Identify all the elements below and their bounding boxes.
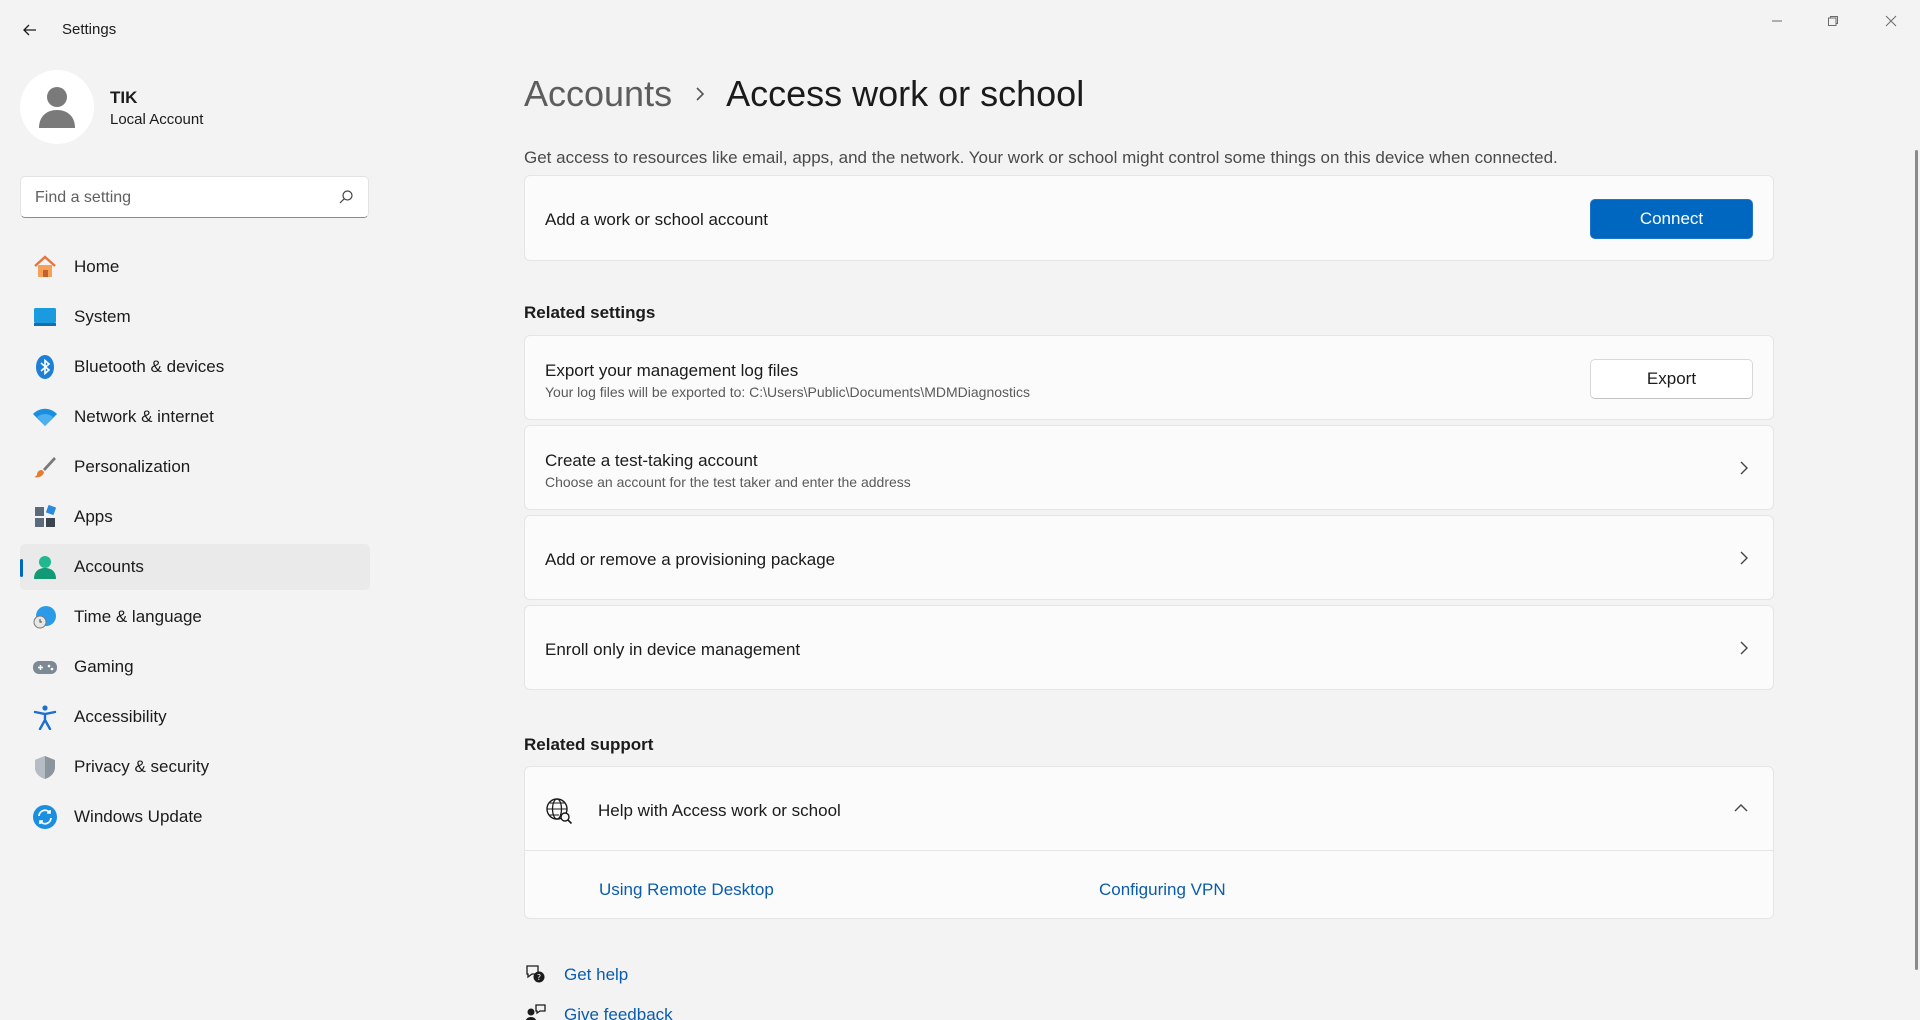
profile-name: TIK [110, 88, 138, 107]
home-icon [32, 254, 58, 280]
test-account-title: Create a test-taking account [545, 451, 758, 470]
restore-button[interactable] [1810, 6, 1856, 36]
sidebar-item-system[interactable] [20, 294, 370, 340]
sidebar-item-label: Accounts [74, 557, 144, 576]
export-logs-subtitle: Your log files will be exported to: C:\Users\Public\Documents\MDMDiagnostics [545, 384, 1031, 400]
search-input[interactable] [35, 187, 325, 209]
export-logs-title: Export your management log files [545, 361, 799, 380]
system-icon [32, 304, 58, 330]
configuring-vpn-link[interactable]: Configuring VPN [1099, 880, 1226, 899]
globe-search-icon [545, 797, 573, 825]
sidebar-item-windows-update[interactable] [20, 794, 370, 840]
chevron-right-icon [694, 86, 706, 102]
sidebar-item-privacy-security[interactable] [20, 744, 370, 790]
sidebar-item-label: System [74, 307, 131, 326]
sidebar-item-home[interactable] [20, 244, 370, 290]
add-account-label: Add a work or school account [545, 210, 769, 229]
sidebar-item-network[interactable] [20, 394, 370, 440]
sidebar-item-gaming[interactable] [20, 644, 370, 690]
avatar [20, 70, 94, 144]
help-expander-header[interactable] [525, 767, 1773, 851]
related-support-heading: Related support [524, 735, 654, 754]
enroll-device-management-card[interactable] [524, 605, 1774, 690]
sidebar-item-accessibility[interactable] [20, 694, 370, 740]
profile-account-type: Local Account [110, 111, 204, 128]
minimize-button[interactable] [1754, 6, 1800, 36]
search-box[interactable] [20, 176, 369, 218]
back-button[interactable] [14, 14, 46, 46]
sidebar-item-label: Time & language [74, 607, 202, 626]
sidebar-item-apps[interactable] [20, 494, 370, 540]
back-arrow-icon [22, 22, 38, 38]
add-account-card [524, 175, 1774, 261]
test-taking-account-card[interactable] [524, 425, 1774, 510]
sidebar-item-bluetooth[interactable] [20, 344, 370, 390]
search-icon [338, 189, 354, 205]
connect-button[interactable]: Connect [1590, 199, 1753, 239]
gamepad-icon [32, 654, 58, 680]
sidebar-item-personalization[interactable] [20, 444, 370, 490]
chevron-right-icon [1739, 460, 1749, 476]
sidebar-item-label: Windows Update [74, 807, 203, 826]
update-icon [32, 804, 58, 830]
close-button[interactable] [1868, 6, 1914, 36]
sidebar-item-label: Apps [74, 507, 113, 526]
accessibility-icon [32, 704, 58, 730]
sidebar-item-time-language[interactable] [20, 594, 370, 640]
get-help-link[interactable]: Get help [564, 965, 629, 984]
provisioning-package-card[interactable] [524, 515, 1774, 600]
help-chat-icon [524, 963, 546, 985]
globe-clock-icon [32, 604, 58, 630]
sidebar-item-accounts[interactable] [20, 544, 370, 590]
sidebar-item-label: Gaming [74, 657, 134, 676]
page-title: Access work or school [726, 73, 1085, 114]
brush-icon [32, 454, 58, 480]
sidebar-item-label: Personalization [74, 457, 191, 476]
person-icon [37, 84, 77, 130]
sidebar-item-label: Home [74, 257, 120, 276]
export-logs-card [524, 335, 1774, 420]
help-expander-title: Help with Access work or school [598, 801, 841, 820]
restore-icon [1827, 15, 1839, 27]
give-feedback-link[interactable]: Give feedback [564, 1005, 673, 1020]
close-icon [1885, 15, 1897, 27]
get-help-row[interactable] [524, 963, 1774, 993]
bluetooth-icon [32, 354, 58, 380]
sidebar-nav [20, 244, 370, 844]
title-bar [0, 0, 1920, 60]
sidebar-item-label: Bluetooth & devices [74, 357, 225, 376]
minimize-icon [1771, 15, 1783, 27]
page-description: Get access to resources like email, apps, and the network. Your work or school might control some things on this device when connected. [524, 148, 1558, 167]
breadcrumb [524, 60, 1774, 128]
accounts-icon [32, 554, 58, 580]
chevron-up-icon [1733, 803, 1749, 813]
export-button[interactable]: Export [1590, 359, 1753, 399]
sidebar-item-label: Accessibility [74, 707, 167, 726]
apps-icon [32, 504, 58, 530]
provisioning-title: Add or remove a provisioning package [545, 550, 836, 569]
sidebar-item-label: Network & internet [74, 407, 214, 426]
vertical-scrollbar[interactable] [1915, 150, 1918, 970]
shield-icon [32, 754, 58, 780]
wifi-icon [32, 404, 58, 430]
related-settings-heading: Related settings [524, 303, 656, 322]
help-expander [524, 766, 1774, 919]
user-profile[interactable] [20, 70, 360, 146]
main-content [524, 60, 1774, 1020]
breadcrumb-parent[interactable]: Accounts [524, 73, 673, 114]
chevron-right-icon [1739, 550, 1749, 566]
feedback-icon [524, 1003, 546, 1020]
app-title: Settings [62, 21, 117, 38]
chevron-right-icon [1739, 640, 1749, 656]
svg-text:?: ? [536, 973, 542, 982]
give-feedback-row[interactable] [524, 1003, 1774, 1020]
enroll-title: Enroll only in device management [545, 640, 801, 659]
using-remote-desktop-link[interactable]: Using Remote Desktop [599, 880, 774, 899]
test-account-subtitle: Choose an account for the test taker and enter the address [545, 474, 911, 490]
sidebar-item-label: Privacy & security [74, 757, 210, 776]
